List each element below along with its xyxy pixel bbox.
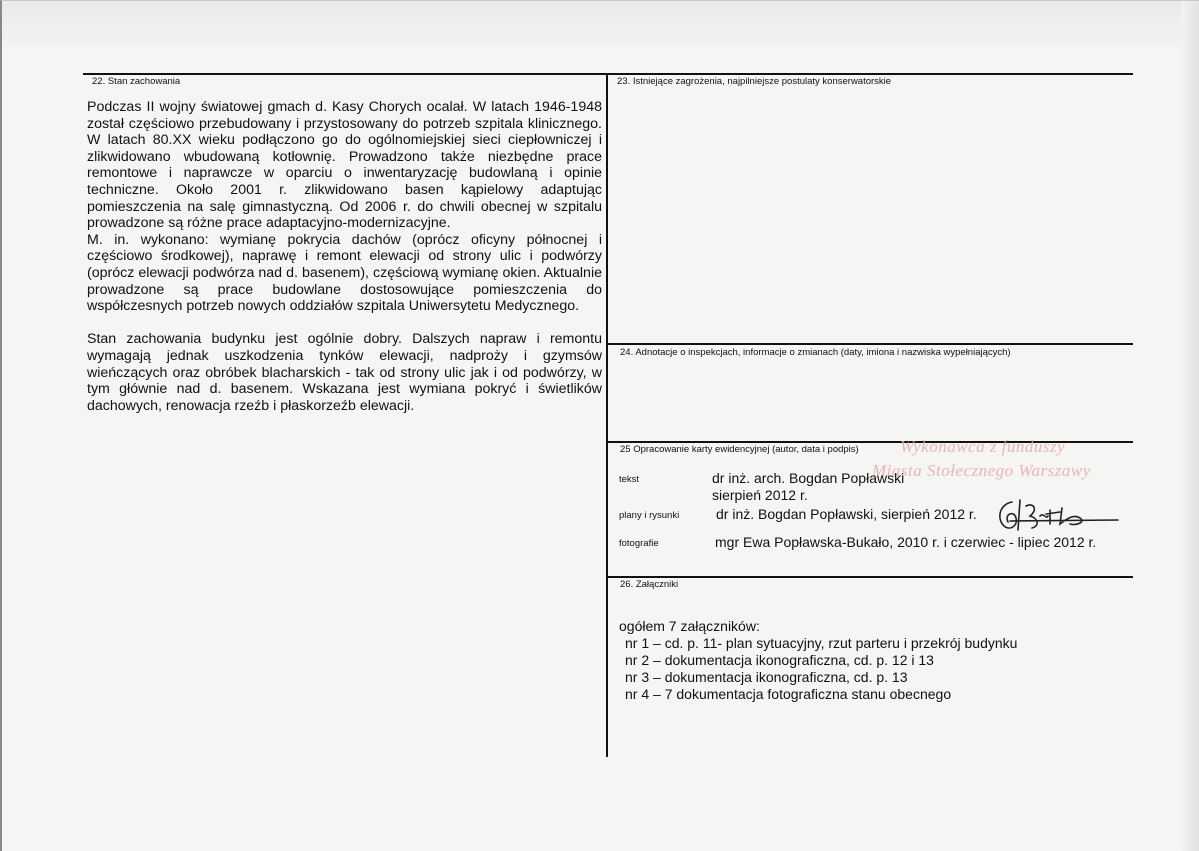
section-22-body xyxy=(87,99,602,414)
column-divider xyxy=(606,73,608,757)
rule-top-left xyxy=(83,73,608,75)
attachments-list xyxy=(619,618,1017,703)
attachment-item-1: nr 1 – cd. p. 11- plan sytuacyjny, rzut parteru i przekrój budynku xyxy=(625,635,1018,651)
attachment-item-3: nr 3 – dokumentacja ikonograficzna, cd. p. 13 xyxy=(625,669,908,685)
row-value-plany: dr inż. Bogdan Popławski, sierpień 2012 r. xyxy=(716,506,977,522)
section-22-paragraph-3: Stan zachowania budynku jest ogólnie dobry. Dalszych napraw i remontu wymagają jednak uszkodzenia tynków elewacji, nadproży i gzymsów wieńczących oraz obróbek blacharskich - tak od strony ulic jak i od podwórzy, w tym głównie nad d. basenem. Wskazana jest wymiana pokryć i świetlików dachowych, renowacja rzeźb i płaskorzeźb elewacji. xyxy=(87,331,602,414)
section-22-paragraph-1: Podczas II wojny światowej gmach d. Kasy Chorych ocalał. W latach 1946-1948 został częściowo przebudowany i przystosowany do potrzeb szpitala klinicznego. W latach 80.XX wieku podłączono go do ogólnomiejskiej sieci ciepłowniczej i zlikwidowano wbudowaną kotłownię. Prowadzono także niezbędne prace remontowe i naprawcze w oparciu o inwentaryzację budowlaną i opinie techniczne. Około 2001 r. zlikwidowano basen kąpielowy adaptując pomieszczenia na salę gimnastyczną. Od 2006 r. do chwili obecnej w szpitalu prowadzone są różne prace adaptacyjno-modernizacyjne. xyxy=(87,99,602,232)
rule-26 xyxy=(606,576,1133,578)
row-label-fotografie: fotografie xyxy=(619,538,659,549)
handwritten-signature xyxy=(990,496,1120,536)
official-stamp-line-2: Miasta Stołecznego Warszawy xyxy=(872,461,1091,480)
attachments-summary: ogółem 7 załączników: xyxy=(619,618,760,634)
row-value-tekst-date: sierpień 2012 r. xyxy=(712,487,808,503)
attachment-item-2: nr 2 – dokumentacja ikonograficzna, cd. p. 12 i 13 xyxy=(625,652,934,668)
row-value-tekst: dr inż. arch. Bogdan Popławski xyxy=(712,470,905,486)
row-value-fotografie: mgr Ewa Popławska-Bukało, 2010 r. i czerwiec - lipiec 2012 r. xyxy=(715,534,1097,550)
rule-top-right xyxy=(606,73,1133,75)
section-24-title: 24. Adnotacje o inspekcjach, informacje o zmianach (daty, imiona i nazwiska wypełniających) xyxy=(620,347,1011,358)
section-22-paragraph-2: M. in. wykonano: wymianę pokrycia dachów (oprócz oficyny północnej i częściowo środkowej), naprawę i remont elewacji od strony ulic i podwórzy (oprócz elewacji podwórza nad d. basenem), częściową wymianę okien. Aktualnie prowadzone są prace budowlane dostosowujące pomieszczenia do współczesnych potrzeb nowych oddziałów szpitala Uniwersytetu Medycznego. xyxy=(87,231,602,315)
official-stamp-line-1: Wykonawca z funduszy xyxy=(900,437,1066,456)
scan-top-band xyxy=(0,0,1199,46)
section-26-title: 26. Załączniki xyxy=(620,579,679,590)
section-25-title: 25 Opracowanie karty ewidencyjnej (autor, data i podpis) xyxy=(620,444,859,455)
section-22-title: 22. Stan zachowania xyxy=(92,76,181,87)
row-label-tekst: tekst xyxy=(619,474,640,485)
section-23-title: 23. Istniejące zagrożenia, najpilniejsze postulaty konserwatorskie xyxy=(617,76,892,87)
rule-24 xyxy=(606,343,1133,345)
attachment-item-4: nr 4 – 7 dokumentacja fotograficzna stanu obecnego xyxy=(625,686,952,702)
scan-right-band xyxy=(1181,0,1199,851)
row-label-plany: plany i rysunki xyxy=(619,510,680,521)
